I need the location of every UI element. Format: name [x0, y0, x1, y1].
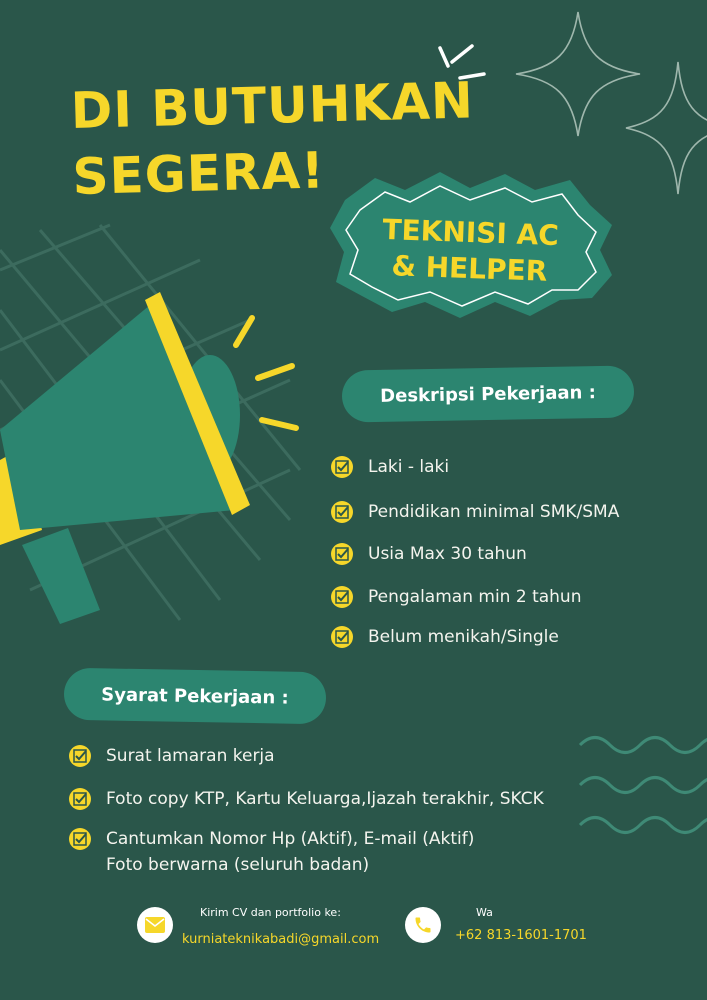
requirement-line: Surat lamaran kerja [106, 746, 275, 766]
job-title-line-2: & HELPER [390, 249, 548, 288]
phone-icon [405, 907, 441, 943]
description-item-text: Laki - laki [368, 457, 450, 477]
description-item-text: Pendidikan minimal SMK/SMA [368, 502, 620, 522]
headline-line-1: DI BUTUHKAN [70, 71, 475, 140]
check-circle-icon [68, 787, 92, 811]
email-label: Kirim CV dan portfolio ke: [200, 906, 341, 919]
requirement-item-text [106, 743, 275, 769]
check-circle-icon [330, 455, 354, 479]
check-circle-icon [330, 625, 354, 649]
job-title-line-1: TEKNISI AC [381, 212, 560, 253]
requirement-item-text [106, 826, 474, 878]
mail-icon [137, 907, 173, 943]
check-circle-icon [330, 542, 354, 566]
check-circle-icon [330, 585, 354, 609]
list-item [330, 454, 449, 480]
phone-label: Wa [476, 906, 493, 919]
email-link[interactable]: kurniateknikabadi@gmail.com [182, 932, 380, 947]
requirement-line: Foto berwarna (seluruh badan) [106, 855, 370, 875]
description-item-text: Pengalaman min 2 tahun [368, 587, 582, 607]
requirement-item-text [106, 786, 544, 812]
requirement-line: Foto copy KTP, Kartu Keluarga,Ijazah terakhir, SKCK [106, 789, 544, 809]
requirement-line: Cantumkan Nomor Hp (Aktif), E-mail (Aktif) [106, 829, 475, 849]
list-item [68, 826, 474, 878]
sparkle-star-small [626, 62, 707, 194]
list-item [330, 584, 581, 610]
list-item [68, 786, 544, 812]
megaphone-illustration [0, 292, 296, 624]
job-title [328, 191, 612, 311]
description-item-text: Usia Max 30 tahun [368, 544, 527, 564]
wave-decoration [580, 738, 707, 833]
list-item [330, 624, 559, 650]
headline [70, 67, 476, 210]
list-item [330, 541, 527, 567]
check-circle-icon [68, 744, 92, 768]
headline-line-2: SEGERA! [71, 141, 326, 206]
phone-number[interactable]: +62 813-1601-1701 [455, 928, 587, 943]
description-item-text: Belum menikah/Single [368, 627, 559, 647]
sparkle-star-large [516, 12, 640, 136]
list-item [68, 743, 275, 769]
check-circle-icon [330, 500, 354, 524]
check-circle-icon [68, 827, 92, 851]
description-heading: Deskripsi Pekerjaan : [342, 365, 635, 422]
list-item [330, 499, 619, 525]
requirements-heading: Syarat Pekerjaan : [64, 668, 327, 725]
